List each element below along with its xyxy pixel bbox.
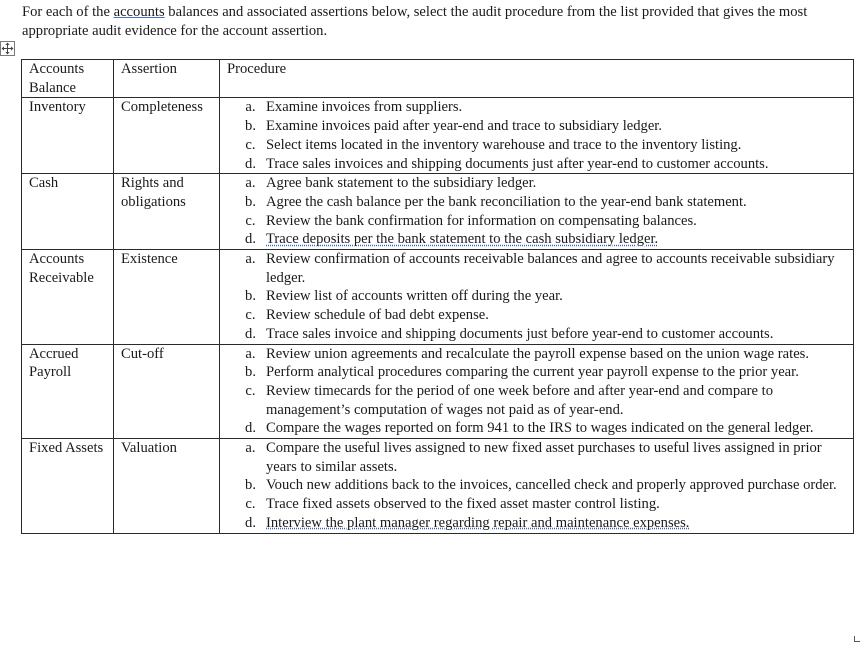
procedure-item[interactable]: b. Perform analytical procedures comparing the current year payroll expense to the prior year.: [245, 364, 799, 381]
table-header-row: [22, 60, 854, 98]
procedure-cell: [220, 250, 854, 345]
instructions-paragraph: [22, 3, 842, 41]
procedure-item[interactable]: c. Trace fixed assets observed to the fixed asset master control listing.: [245, 496, 660, 513]
procedure-item[interactable]: a. Compare the useful lives assigned to new fixed asset purchases to useful lives assigned in prior years to similar assets.: [245, 440, 822, 475]
table-row: [22, 439, 854, 534]
table-row: [22, 174, 854, 250]
account-cell: Fixed Assets: [22, 439, 114, 534]
procedure-item[interactable]: d. Compare the wages reported on form 941 to the IRS to wages indicated on the general ledger.: [245, 420, 814, 437]
table-row: [22, 98, 854, 174]
intro-text-before: For each of the: [22, 4, 114, 20]
procedure-cell: [220, 98, 854, 174]
header-assertion: Assertion: [114, 60, 220, 98]
procedure-cell: [220, 344, 854, 439]
procedure-cell: [220, 439, 854, 534]
procedure-item[interactable]: d. Trace sales invoices and shipping documents just after year-end to customer accounts.: [245, 155, 769, 172]
account-cell: Accrued Payroll: [22, 344, 114, 439]
table-resize-handle-icon[interactable]: [854, 636, 860, 642]
intro-underlined-word: accounts: [113, 4, 165, 20]
procedure-cell: [220, 174, 854, 250]
assertion-cell: Rights and obligations: [114, 174, 220, 250]
procedure-item[interactable]: d. Trace deposits per the bank statement to the cash subsidiary ledger.: [245, 231, 659, 248]
procedure-item[interactable]: c. Review the bank confirmation for information on compensating balances.: [245, 212, 697, 229]
account-cell: Cash: [22, 174, 114, 250]
procedure-item[interactable]: c. Review timecards for the period of one week before and after year-end and compare to management’s computation of wages not paid as of year-end.: [245, 382, 774, 418]
header-accounts-balance: Accounts Balance: [22, 60, 114, 98]
intro-text-after: balances and associated assertions below, select the audit procedure from the list provided that gives the most appropriate audit evidence for the account assertion.: [22, 4, 808, 39]
procedure-item[interactable]: b. Examine invoices paid after year-end and trace to subsidiary ledger.: [245, 118, 663, 135]
procedure-item[interactable]: b. Agree the cash balance per the bank reconciliation to the year-end bank statement.: [245, 193, 747, 210]
header-procedure: Procedure: [220, 60, 854, 98]
table-row: [22, 344, 854, 439]
procedure-item[interactable]: c. Select items located in the inventory warehouse and trace to the inventory listing.: [245, 136, 742, 153]
procedure-item[interactable]: d. Interview the plant manager regarding repair and maintenance expenses.: [245, 514, 690, 531]
procedure-item[interactable]: a. Agree bank statement to the subsidiary ledger.: [245, 175, 537, 192]
account-cell: Inventory: [22, 98, 114, 174]
procedure-item[interactable]: a. Review confirmation of accounts receivable balances and agree to accounts receivable subsidiary ledger.: [245, 251, 835, 286]
assertion-cell: Completeness: [114, 98, 220, 174]
assertion-cell: Cut-off: [114, 344, 220, 439]
account-cell: Accounts Receivable: [22, 250, 114, 345]
procedure-item[interactable]: a. Examine invoices from suppliers.: [245, 99, 463, 116]
procedure-item[interactable]: b. Vouch new additions back to the invoices, cancelled check and properly approved purchase order.: [245, 477, 837, 494]
procedure-item[interactable]: a. Review union agreements and recalculate the payroll expense based on the union wage rates.: [245, 345, 810, 362]
table-move-handle-icon[interactable]: [0, 41, 15, 56]
assertion-cell: Valuation: [114, 439, 220, 534]
procedure-item[interactable]: c. Review schedule of bad debt expense.: [245, 307, 489, 324]
procedure-item[interactable]: d. Trace sales invoice and shipping documents just before year-end to customer accounts.: [245, 325, 774, 342]
procedure-item[interactable]: b. Review list of accounts written off during the year.: [245, 288, 563, 305]
table-row: [22, 250, 854, 345]
audit-procedures-table: [21, 59, 854, 534]
assertion-cell: Existence: [114, 250, 220, 345]
